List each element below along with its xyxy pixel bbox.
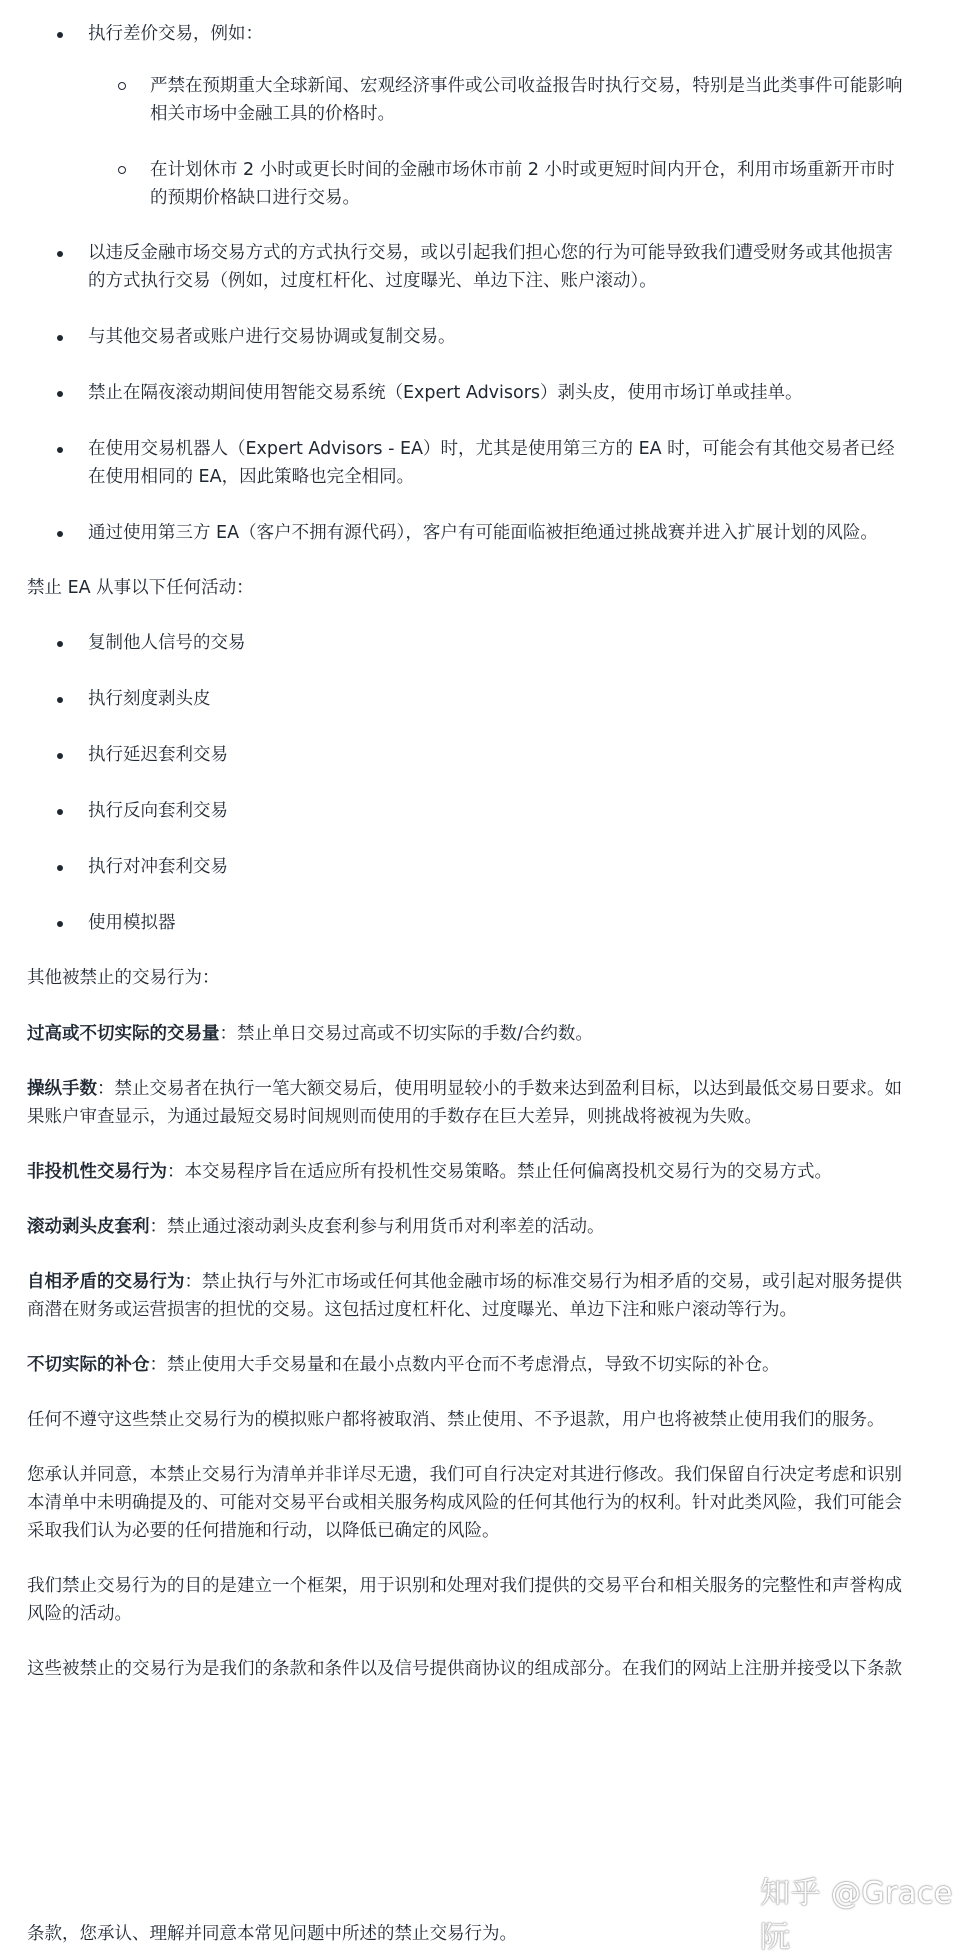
list-item: 与其他交易者或账户进行交易协调或复制交易。: [27, 323, 907, 351]
list-item: 执行延迟套利交易: [27, 741, 907, 769]
ea-prohibited-list: [27, 629, 907, 937]
truncated-paragraph: 条款，您承认、理解并同意本常见问题中所述的禁止交易行为。: [27, 1924, 517, 1944]
list-item: 执行刻度剥头皮: [27, 685, 907, 713]
document-body: [27, 0, 907, 1683]
other-intro: 其他被禁止的交易行为：: [27, 968, 220, 988]
watermark: 知乎 @Grace阮: [760, 1876, 953, 1955]
body-paragraph: 我们禁止交易行为的目的是建立一个框架，用于识别和处理对我们提供的交易平台和相关服务的完整性和声誉构成风险的活动。: [27, 1576, 902, 1624]
body-paragraph: 您承认并同意，本禁止交易行为清单并非详尽无遗，我们可自行决定对其进行修改。我们保留自行决定考虑和识别本清单中未明确提及的、可能对交易平台或相关服务构成风险的任何其他行为的权利。针对此类风险，我们可能会采取我们认为必要的任何措施和行动，以降低已确定的风险。: [27, 1465, 902, 1541]
list-item: [27, 20, 907, 212]
list-item: 使用模拟器: [27, 909, 907, 937]
rule-paragraph: [27, 1158, 907, 1186]
sub-list-item: 在计划休市 2 小时或更长时间的金融市场休市前 2 小时或更短时间内开仓，利用市场重新开市时的预期价格缺口进行交易。: [88, 156, 907, 212]
list-item-text: 执行差价交易，例如：: [88, 24, 263, 44]
rule-desc: ：禁止使用大手交易量和在最小点数内平仓而不考虑滑点，导致不切实际的补仓。: [149, 1355, 780, 1375]
list-item: 复制他人信号的交易: [27, 629, 907, 657]
rule-paragraph: [27, 1268, 907, 1324]
rule-term: 自相矛盾的交易行为: [27, 1272, 185, 1292]
rule-term: 不切实际的补仓: [27, 1355, 150, 1375]
rule-desc: ：禁止执行与外汇市场或任何其他金融市场的标准交易行为相矛盾的交易，或引起对服务提供商潜在财务或运营损害的担忧的交易。这包括过度杠杆化、过度曝光、单边下注和账户滚动等行为。: [27, 1272, 902, 1320]
sub-list-item: 严禁在预期重大全球新闻、宏观经济事件或公司收益报告时执行交易，特别是当此类事件可能影响相关市场中金融工具的价格时。: [88, 72, 907, 128]
ea-intro: 禁止 EA 从事以下任何活动：: [27, 578, 254, 598]
body-paragraph: 这些被禁止的交易行为是我们的条款和条件以及信号提供商协议的组成部分。在我们的网站上注册并接受以下条款: [27, 1659, 902, 1679]
sub-list: [88, 72, 907, 212]
list-item: 执行反向套利交易: [27, 797, 907, 825]
rule-paragraph: [27, 1351, 907, 1379]
rule-term: 滚动剥头皮套利: [27, 1217, 150, 1237]
rule-paragraph: [27, 1020, 907, 1048]
list-item: 禁止在隔夜滚动期间使用智能交易系统（Expert Advisors）剥头皮，使用市场订单或挂单。: [27, 379, 907, 407]
body-paragraph: 任何不遵守这些禁止交易行为的模拟账户都将被取消、禁止使用、不予退款，用户也将被禁止使用我们的服务。: [27, 1410, 885, 1430]
rule-desc: ：禁止通过滚动剥头皮套利参与利用货币对利率差的活动。: [149, 1217, 605, 1237]
list-item: 以违反金融市场交易方式的方式执行交易，或以引起我们担心您的行为可能导致我们遭受财务或其他损害的方式执行交易（例如，过度杠杆化、过度曝光、单边下注、账户滚动）。: [27, 239, 907, 295]
rule-paragraph: [27, 1213, 907, 1241]
rule-term: 非投机性交易行为: [27, 1162, 167, 1182]
rule-desc: ：本交易程序旨在适应所有投机性交易策略。禁止任何偏离投机交易行为的交易方式。: [167, 1162, 832, 1182]
list-item: 执行对冲套利交易: [27, 853, 907, 881]
rule-paragraph: [27, 1075, 907, 1131]
list-item: 通过使用第三方 EA（客户不拥有源代码），客户有可能面临被拒绝通过挑战赛并进入扩展计划的风险。: [27, 519, 907, 547]
rule-desc: ：禁止单日交易过高或不切实际的手数/合约数。: [219, 1024, 593, 1044]
rule-term: 操纵手数: [27, 1079, 97, 1099]
rule-desc: ：禁止交易者在执行一笔大额交易后，使用明显较小的手数来达到盈利目标，以达到最低交易日要求。如果账户审查显示，为通过最短交易时间规则而使用的手数存在巨大差异，则挑战将被视为失败。: [27, 1079, 902, 1127]
prohibited-practices-list: [27, 20, 907, 547]
rule-term: 过高或不切实际的交易量: [27, 1024, 220, 1044]
list-item: 在使用交易机器人（Expert Advisors - EA）时，尤其是使用第三方的 EA 时，可能会有其他交易者已经在使用相同的 EA，因此策略也完全相同。: [27, 435, 907, 491]
